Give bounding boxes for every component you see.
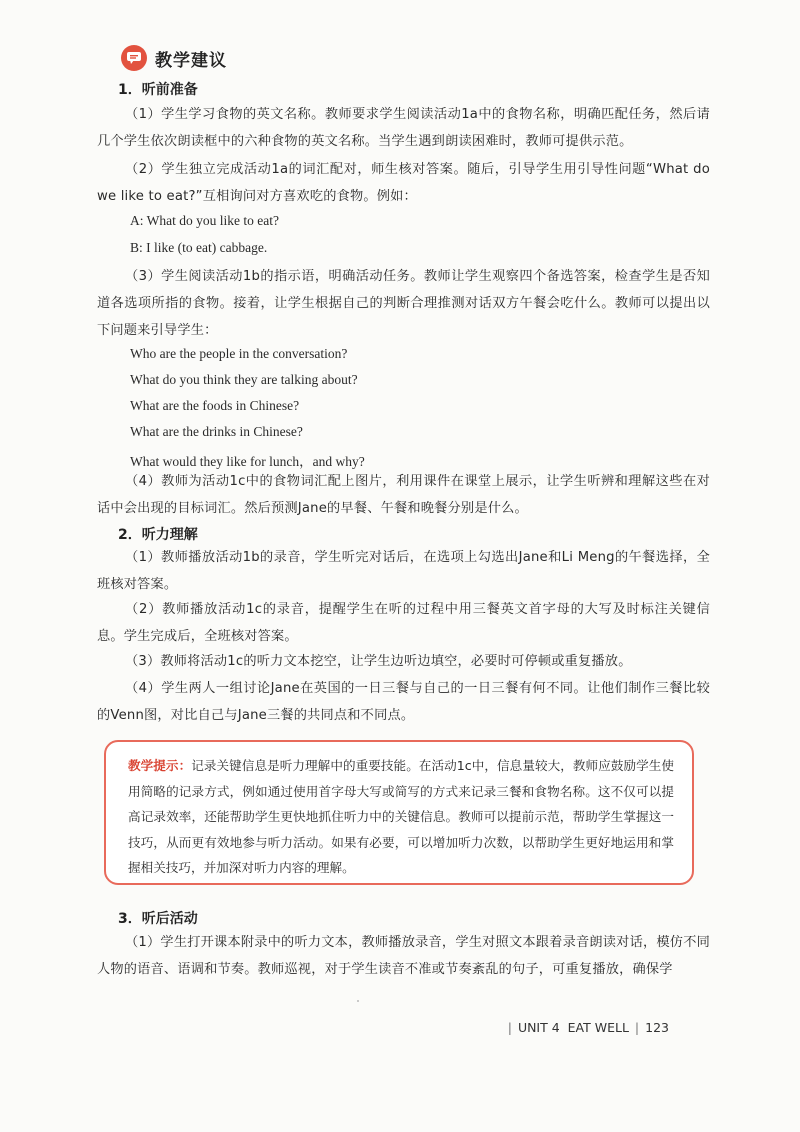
footer-unit-name: EAT WELL (567, 1020, 629, 1035)
example-line-b: B: I like (to eat) cabbage. (130, 240, 268, 255)
page-footer (502, 1020, 669, 1035)
speech-bubble-icon (121, 45, 147, 71)
prelisten-para-1: （1）学生学习食物的英文名称。教师要求学生阅读活动1a中的食物名称，明确匹配任务，然后请几个学生依次朗读框中的六种食物的英文名称。当学生遇到朗读困难时，教师可提供示范。 (97, 107, 710, 149)
footer-separator-right: | (634, 1020, 640, 1035)
section-header (121, 44, 227, 72)
listening-para-3: （3）教师将活动1c的听力文本挖空，让学生边听边填空，必要时可停顿或重复播放。 (125, 654, 632, 669)
footer-unit: UNIT 4 (517, 1020, 560, 1035)
footer-separator-left: | (507, 1020, 512, 1035)
section-title: 教学建议 (155, 50, 227, 71)
page-dot (357, 1000, 359, 1002)
listening-para-2: （2）教师播放活动1c的录音，提醒学生在听的过程中用三餐英文首字母的大写及时标注关键信息。学生完成后，全班核对答案。 (97, 602, 710, 644)
prelisten-para-4: （4）教师为活动1c中的食物词汇配上图片，利用课件在课堂上展示，让学生听辨和理解这些在对话中会出现的目标词汇。然后预测Jane的早餐、午餐和晚餐分别是什么。 (97, 474, 710, 516)
example-line-a: A: What do you like to eat? (130, 213, 279, 228)
prelisten-para-2: （2）学生独立完成活动1a的词汇配对，师生核对答案。随后，引导学生用引导性问题“What do we like to eat?”互相询问对方喜欢吃的食物。例如： (97, 162, 710, 204)
question-4: What are the drinks in Chinese? (130, 424, 303, 439)
question-1: Who are the people in the conversation? (130, 346, 348, 361)
page-number: 123 (645, 1020, 669, 1035)
teaching-tip-box (104, 740, 694, 885)
prelisten-para-3: （3）学生阅读活动1b的指示语，明确活动任务。教师让学生观察四个备选答案，检查学生是否知道各选项所指的食物。接着，让学生根据自己的判断合理推测对话双方午餐会吃什么。教师可以提出以下问题来引导学生： (97, 269, 710, 338)
heading-listening: 2．听力理解 (118, 527, 198, 543)
question-3: What are the foods in Chinese? (130, 398, 300, 413)
question-2: What do you think they are talking about? (130, 372, 358, 387)
heading-prelisten: 1．听前准备 (118, 82, 198, 98)
listening-para-1: （1）教师播放活动1b的录音，学生听完对话后，在选项上勾选出Jane和Li Meng的午餐选择，全班核对答案。 (97, 550, 710, 592)
question-5: What would they like for lunch，and why? (130, 454, 365, 469)
teaching-tip-label: 教学提示： (128, 758, 192, 773)
teaching-tip-text (128, 753, 674, 881)
listening-para-4: （4）学生两人一组讨论Jane在英国的一日三餐与自己的一日三餐有何不同。让他们制作三餐比较的Venn图，对比自己与Jane三餐的共同点和不同点。 (97, 681, 710, 723)
postlisten-para-1: （1）学生打开课本附录中的听力文本，教师播放录音，学生对照文本跟着录音朗读对话，模仿不同人物的语音、语调和节奏。教师巡视，对于学生读音不准或节奏紊乱的句子，可重复播放，确保学 (97, 935, 710, 977)
heading-postlisten: 3．听后活动 (118, 911, 198, 927)
teaching-tip-body: 记录关键信息是听力理解中的重要技能。在活动1c中，信息量较大，教师应鼓励学生使用简略的记录方式，例如通过使用首字母大写或简写的方式来记录三餐和食物名称。这不仅可以提高记录效率，还能帮助学生更快地抓住听力中的关键信息。教师可以提前示范，帮助学生掌握这一技巧，从而更有效地参与听力活动。如果有必要，可以增加听力次数，以帮助学生更好地运用和掌握相关技巧，并加深对听力内容的理解。 (128, 758, 675, 875)
